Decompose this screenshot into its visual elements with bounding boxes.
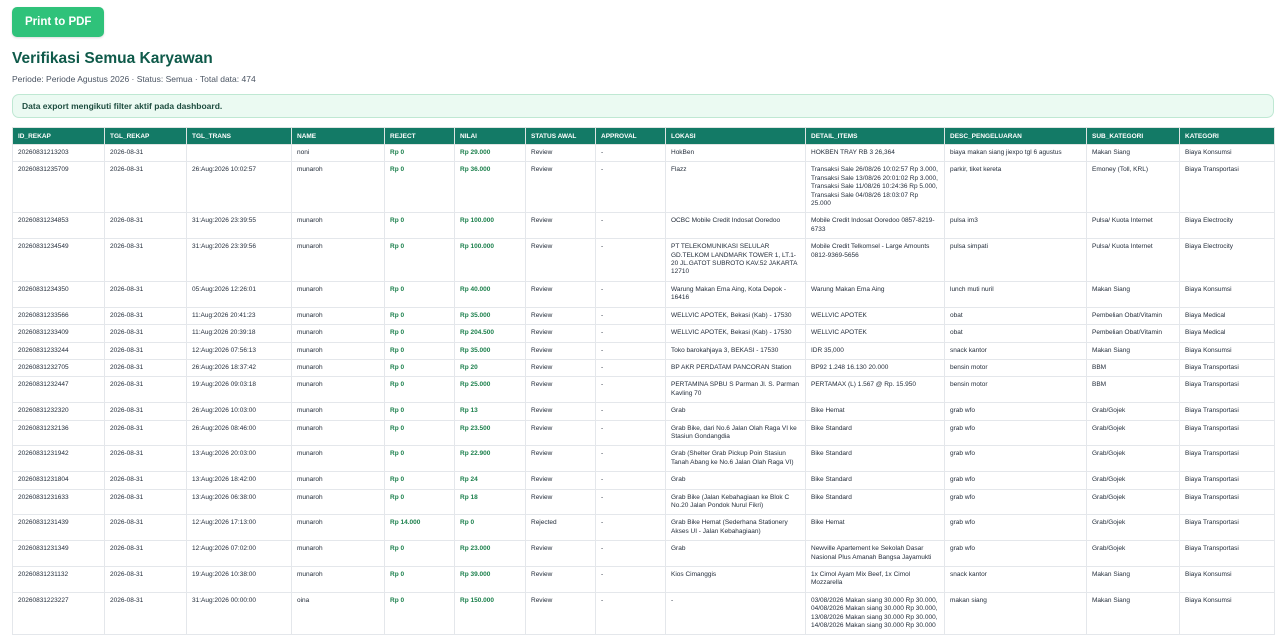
table-row [13,325,1275,342]
cell-name: munaroh [292,420,385,446]
cell-reject: Rp 0 [385,420,455,446]
cell-reject: Rp 0 [385,281,455,307]
cell-kategori: Biaya Transportasi [1180,541,1275,567]
cell-nilai: Rp 100.000 [455,213,526,239]
table-body [13,145,1275,635]
cell-name: munaroh [292,162,385,213]
cell-tgl-trans: 31:Aug:2026 00:00:00 [187,592,292,635]
column-header-kategori: KATEGORI [1180,128,1275,145]
cell-tgl-trans: 11:Aug:2026 20:39:18 [187,325,292,342]
cell-lokasi: WELLVIC APOTEK, Bekasi (Kab) - 17530 [666,325,806,342]
cell-kategori: Biaya Konsumsi [1180,592,1275,635]
cell-name: munaroh [292,567,385,593]
cell-status-awal: Review [526,420,596,446]
table-row [13,567,1275,593]
cell-status-awal: Review [526,162,596,213]
cell-desc-pengeluaran: pulsa simpati [945,239,1087,282]
cell-desc-pengeluaran: grab wfo [945,446,1087,472]
cell-kategori: Biaya Konsumsi [1180,567,1275,593]
cell-sub-kategori: Makan Siang [1087,281,1180,307]
cell-approval: - [596,307,666,324]
cell-kategori: Biaya Konsumsi [1180,281,1275,307]
cell-name: munaroh [292,281,385,307]
table-header-row [13,128,1275,145]
cell-detail-items: Mobile Credit Telkomsel - Large Amounts 0812-9369-5656 [806,239,945,282]
cell-detail-items: Bike Standard [806,420,945,446]
cell-nilai: Rp 40.000 [455,281,526,307]
cell-name: munaroh [292,377,385,403]
cell-lokasi: Toko barokahjaya 3, BEKASI - 17530 [666,342,806,359]
cell-reject: Rp 0 [385,472,455,489]
cell-approval: - [596,145,666,162]
cell-desc-pengeluaran: bensin motor [945,359,1087,376]
cell-sub-kategori: Grab/Gojek [1087,420,1180,446]
cell-reject: Rp 0 [385,359,455,376]
cell-status-awal: Review [526,567,596,593]
cell-name: munaroh [292,472,385,489]
cell-approval: - [596,472,666,489]
cell-lokasi: Grab (Shelter Grab Pickup Poin Stasiun Tanah Abang ke No.6 Jalan Olah Raga VI) [666,446,806,472]
cell-lokasi: PT TELEKOMUNIKASI SELULAR GD.TELKOM LANDMARK TOWER 1, LT.1-20 JL.GATOT SUBROTO KAV.52 JAKARTA 12710 [666,239,806,282]
cell-detail-items: 1x Cimol Ayam Mix Beef, 1x Cimol Mozzarella [806,567,945,593]
table-row [13,307,1275,324]
cell-kategori: Biaya Konsumsi [1180,342,1275,359]
cell-detail-items: BP92 1.248 16.130 20.000 [806,359,945,376]
cell-tgl-trans: 11:Aug:2026 20:41:23 [187,307,292,324]
cell-nilai: Rp 29.000 [455,145,526,162]
cell-tgl-rekap: 2026-08-31 [105,403,187,420]
cell-approval: - [596,377,666,403]
cell-tgl-rekap: 2026-08-31 [105,162,187,213]
print-to-pdf-button[interactable]: Print to PDF [12,7,104,37]
table-row [13,281,1275,307]
cell-desc-pengeluaran: lunch muti nuril [945,281,1087,307]
cell-approval: - [596,342,666,359]
cell-sub-kategori: Pulsa/ Kuota Internet [1087,213,1180,239]
cell-status-awal: Review [526,489,596,515]
cell-nilai: Rp 23.000 [455,541,526,567]
cell-tgl-rekap: 2026-08-31 [105,239,187,282]
cell-tgl-rekap: 2026-08-31 [105,213,187,239]
cell-tgl-rekap: 2026-08-31 [105,342,187,359]
cell-detail-items: HOKBEN TRAY RB 3 26,364 [806,145,945,162]
cell-name: munaroh [292,515,385,541]
cell-reject: Rp 0 [385,592,455,635]
cell-name: oina [292,592,385,635]
cell-tgl-rekap: 2026-08-31 [105,325,187,342]
cell-sub-kategori: Makan Siang [1087,567,1180,593]
cell-reject: Rp 0 [385,213,455,239]
cell-lokasi: BP AKR PERDATAM PANCORAN Station [666,359,806,376]
cell-id-rekap: 20260831232705 [13,359,105,376]
column-header-reject: REJECT [385,128,455,145]
cell-reject: Rp 0 [385,541,455,567]
cell-name: munaroh [292,541,385,567]
cell-lokasi: Grab Bike, dari No.6 Jalan Olah Raga VI ke Stasiun Gondangdia [666,420,806,446]
cell-nilai: Rp 39.000 [455,567,526,593]
cell-nilai: Rp 100.000 [455,239,526,282]
cell-desc-pengeluaran: grab wfo [945,489,1087,515]
cell-desc-pengeluaran: grab wfo [945,515,1087,541]
cell-tgl-rekap: 2026-08-31 [105,377,187,403]
cell-desc-pengeluaran: grab wfo [945,541,1087,567]
table-row [13,515,1275,541]
cell-reject: Rp 14.000 [385,515,455,541]
column-header-detail-items: DETAIL_ITEMS [806,128,945,145]
cell-id-rekap: 20260831233566 [13,307,105,324]
cell-reject: Rp 0 [385,145,455,162]
cell-nilai: Rp 35.000 [455,307,526,324]
cell-tgl-trans: 19:Aug:2026 10:38:00 [187,567,292,593]
cell-reject: Rp 0 [385,162,455,213]
cell-id-rekap: 20260831231942 [13,446,105,472]
cell-status-awal: Review [526,377,596,403]
cell-sub-kategori: Grab/Gojek [1087,515,1180,541]
cell-lokasi: - [666,592,806,635]
cell-name: noni [292,145,385,162]
cell-lokasi: Flazz [666,162,806,213]
cell-detail-items: Warung Makan Ema Aing [806,281,945,307]
cell-tgl-rekap: 2026-08-31 [105,541,187,567]
cell-kategori: Biaya Transportasi [1180,377,1275,403]
cell-approval: - [596,359,666,376]
cell-id-rekap: 20260831231439 [13,515,105,541]
cell-id-rekap: 20260831233244 [13,342,105,359]
table-row [13,403,1275,420]
cell-desc-pengeluaran: parkir, tiket kereta [945,162,1087,213]
cell-approval: - [596,325,666,342]
cell-tgl-rekap: 2026-08-31 [105,420,187,446]
cell-lokasi: Grab [666,403,806,420]
column-header-nilai: NILAI [455,128,526,145]
cell-id-rekap: 20260831231349 [13,541,105,567]
cell-detail-items: Mobile Credit Indosat Ooredoo 0857-8219-6733 [806,213,945,239]
column-header-lokasi: LOKASI [666,128,806,145]
table-row [13,145,1275,162]
cell-name: munaroh [292,359,385,376]
verification-table [12,127,1275,635]
table-row [13,213,1275,239]
cell-id-rekap: 20260831233409 [13,325,105,342]
cell-kategori: Biaya Transportasi [1180,359,1275,376]
cell-nilai: Rp 18 [455,489,526,515]
cell-kategori: Biaya Medical [1180,307,1275,324]
cell-name: munaroh [292,342,385,359]
cell-desc-pengeluaran: biaya makan siang jiexpo tgl 6 agustus [945,145,1087,162]
cell-reject: Rp 0 [385,403,455,420]
cell-name: munaroh [292,325,385,342]
cell-kategori: Biaya Transportasi [1180,162,1275,213]
cell-approval: - [596,213,666,239]
cell-tgl-trans: 26:Aug:2026 18:37:42 [187,359,292,376]
cell-sub-kategori: Grab/Gojek [1087,446,1180,472]
cell-detail-items: Bike Standard [806,489,945,515]
cell-name: munaroh [292,213,385,239]
cell-lokasi: Grab [666,472,806,489]
cell-tgl-rekap: 2026-08-31 [105,515,187,541]
cell-lokasi: Grab [666,541,806,567]
cell-tgl-rekap: 2026-08-31 [105,446,187,472]
cell-lokasi: PERTAMINA SPBU S Parman Jl. S. Parman Kavling 70 [666,377,806,403]
cell-approval: - [596,446,666,472]
page-title: Verifikasi Semua Karyawan [12,50,213,67]
cell-approval: - [596,515,666,541]
cell-sub-kategori: Grab/Gojek [1087,489,1180,515]
cell-approval: - [596,281,666,307]
cell-approval: - [596,592,666,635]
cell-id-rekap: 20260831232136 [13,420,105,446]
cell-approval: - [596,541,666,567]
cell-desc-pengeluaran: snack kantor [945,342,1087,359]
cell-tgl-trans: 12:Aug:2026 07:56:13 [187,342,292,359]
cell-nilai: Rp 24 [455,472,526,489]
cell-sub-kategori: BBM [1087,359,1180,376]
cell-sub-kategori: Grab/Gojek [1087,472,1180,489]
cell-tgl-rekap: 2026-08-31 [105,472,187,489]
cell-sub-kategori: Pembelian Obat/Vitamin [1087,325,1180,342]
cell-nilai: Rp 150.000 [455,592,526,635]
cell-reject: Rp 0 [385,325,455,342]
cell-reject: Rp 0 [385,342,455,359]
cell-id-rekap: 20260831231633 [13,489,105,515]
cell-id-rekap: 20260831234853 [13,213,105,239]
cell-status-awal: Review [526,213,596,239]
cell-kategori: Biaya Transportasi [1180,446,1275,472]
cell-tgl-trans: 13:Aug:2026 06:38:00 [187,489,292,515]
cell-status-awal: Review [526,359,596,376]
cell-tgl-trans: 12:Aug:2026 17:13:00 [187,515,292,541]
table-row [13,489,1275,515]
cell-detail-items: PERTAMAX (L) 1.567 @ Rp. 15.950 [806,377,945,403]
cell-tgl-trans: 31:Aug:2026 23:39:56 [187,239,292,282]
column-header-tgl-trans: TGL_TRANS [187,128,292,145]
cell-lokasi: Warung Makan Ema Aing, Kota Depok - 16416 [666,281,806,307]
cell-sub-kategori: Grab/Gojek [1087,541,1180,567]
cell-tgl-trans: 13:Aug:2026 18:42:00 [187,472,292,489]
cell-kategori: Biaya Transportasi [1180,489,1275,515]
cell-nilai: Rp 35.000 [455,342,526,359]
cell-nilai: Rp 13 [455,403,526,420]
cell-kategori: Biaya Transportasi [1180,472,1275,489]
cell-tgl-trans: 13:Aug:2026 20:03:00 [187,446,292,472]
cell-name: munaroh [292,446,385,472]
cell-sub-kategori: Pembelian Obat/Vitamin [1087,307,1180,324]
cell-status-awal: Review [526,307,596,324]
cell-desc-pengeluaran: pulsa im3 [945,213,1087,239]
cell-desc-pengeluaran: grab wfo [945,403,1087,420]
cell-name: munaroh [292,403,385,420]
cell-name: munaroh [292,489,385,515]
cell-id-rekap: 20260831235709 [13,162,105,213]
cell-nilai: Rp 23.500 [455,420,526,446]
cell-approval: - [596,403,666,420]
cell-detail-items: Bike Standard [806,472,945,489]
cell-tgl-rekap: 2026-08-31 [105,281,187,307]
cell-approval: - [596,239,666,282]
cell-tgl-rekap: 2026-08-31 [105,145,187,162]
cell-tgl-trans: 31:Aug:2026 23:39:55 [187,213,292,239]
column-header-sub-kategori: SUB_KATEGORI [1087,128,1180,145]
cell-nilai: Rp 0 [455,515,526,541]
cell-id-rekap: 20260831231804 [13,472,105,489]
cell-name: munaroh [292,307,385,324]
cell-desc-pengeluaran: obat [945,325,1087,342]
cell-kategori: Biaya Electrocity [1180,239,1275,282]
cell-status-awal: Review [526,145,596,162]
column-header-name: NAME [292,128,385,145]
cell-kategori: Biaya Konsumsi [1180,145,1275,162]
cell-status-awal: Review [526,446,596,472]
cell-desc-pengeluaran: makan siang [945,592,1087,635]
column-header-status-awal: STATUS AWAL [526,128,596,145]
cell-id-rekap: 20260831213203 [13,145,105,162]
cell-sub-kategori: Pulsa/ Kuota Internet [1087,239,1180,282]
cell-status-awal: Review [526,342,596,359]
cell-tgl-trans [187,145,292,162]
cell-tgl-rekap: 2026-08-31 [105,567,187,593]
cell-kategori: Biaya Transportasi [1180,403,1275,420]
cell-lokasi: HokBen [666,145,806,162]
cell-approval: - [596,420,666,446]
cell-lokasi: Grab Bike Hemat (Sederhana Stationery Akses UI - Jalan Kebahagiaan) [666,515,806,541]
table-row [13,472,1275,489]
cell-sub-kategori: BBM [1087,377,1180,403]
cell-reject: Rp 0 [385,489,455,515]
cell-sub-kategori: Makan Siang [1087,342,1180,359]
cell-id-rekap: 20260831234549 [13,239,105,282]
table-row [13,239,1275,282]
cell-desc-pengeluaran: snack kantor [945,567,1087,593]
cell-status-awal: Review [526,541,596,567]
cell-desc-pengeluaran: grab wfo [945,472,1087,489]
cell-detail-items: Newville Apartement ke Sekolah Dasar Nasional Plus Amanah Bangsa Jayamukti [806,541,945,567]
cell-sub-kategori: Emoney (Toll, KRL) [1087,162,1180,213]
table-row [13,541,1275,567]
cell-reject: Rp 0 [385,567,455,593]
column-header-approval: APPROVAL [596,128,666,145]
cell-detail-items: 03/08/2026 Makan siang 30.000 Rp 30.000, 04/08/2026 Makan siang 30.000 Rp 30.000, 13/08/2026 Makan siang 30.000 Rp 30.000, 14/08/2026 Makan siang 30.000 Rp 30.000 [806,592,945,635]
cell-kategori: Biaya Transportasi [1180,420,1275,446]
cell-id-rekap: 20260831232320 [13,403,105,420]
cell-detail-items: Transaksi Sale 26/08/26 10:02:57 Rp 3.000, Transaksi Sale 13/08/26 20:01:02 Rp 3.000, Transaksi Sale 11/08/26 10:24:36 Rp 5.000, Transaksi Sale 04/08/26 18:03:07 Rp 25.000 [806,162,945,213]
cell-tgl-trans: 26:Aug:2026 10:02:57 [187,162,292,213]
cell-tgl-trans: 26:Aug:2026 08:46:00 [187,420,292,446]
cell-nilai: Rp 25.000 [455,377,526,403]
cell-tgl-rekap: 2026-08-31 [105,359,187,376]
cell-status-awal: Review [526,592,596,635]
report-subtitle: Periode: Periode Agustus 2026 · Status: Semua · Total data: 474 [12,74,256,84]
cell-reject: Rp 0 [385,239,455,282]
column-header-desc-pengeluaran: DESC_PENGELUARAN [945,128,1087,145]
cell-id-rekap: 20260831234350 [13,281,105,307]
cell-lokasi: WELLVIC APOTEK, Bekasi (Kab) - 17530 [666,307,806,324]
cell-desc-pengeluaran: obat [945,307,1087,324]
cell-nilai: Rp 204.500 [455,325,526,342]
cell-lokasi: Kios Cimanggis [666,567,806,593]
cell-detail-items: WELLVIC APOTEK [806,307,945,324]
cell-approval: - [596,162,666,213]
cell-name: munaroh [292,239,385,282]
cell-tgl-rekap: 2026-08-31 [105,307,187,324]
cell-reject: Rp 0 [385,377,455,403]
cell-detail-items: WELLVIC APOTEK [806,325,945,342]
cell-lokasi: Grab Bike (Jalan Kebahagiaan ke Blok C No.20 Jalan Pondok Nurul Fikri) [666,489,806,515]
cell-desc-pengeluaran: grab wfo [945,420,1087,446]
column-header-id-rekap: ID_REKAP [13,128,105,145]
cell-reject: Rp 0 [385,307,455,324]
cell-id-rekap: 20260831232447 [13,377,105,403]
cell-detail-items: Bike Hemat [806,515,945,541]
filter-notice: Data export mengikuti filter aktif pada dashboard. [12,94,1274,118]
cell-status-awal: Review [526,325,596,342]
cell-tgl-trans: 26:Aug:2026 10:03:00 [187,403,292,420]
cell-status-awal: Rejected [526,515,596,541]
cell-kategori: Biaya Medical [1180,325,1275,342]
column-header-tgl-rekap: TGL_REKAP [105,128,187,145]
cell-nilai: Rp 20 [455,359,526,376]
cell-approval: - [596,567,666,593]
table-row [13,446,1275,472]
cell-reject: Rp 0 [385,446,455,472]
cell-tgl-rekap: 2026-08-31 [105,592,187,635]
cell-lokasi: OCBC Mobile Credit Indosat Ooredoo [666,213,806,239]
cell-kategori: Biaya Electrocity [1180,213,1275,239]
cell-id-rekap: 20260831231132 [13,567,105,593]
cell-id-rekap: 20260831223227 [13,592,105,635]
cell-approval: - [596,489,666,515]
cell-sub-kategori: Grab/Gojek [1087,403,1180,420]
cell-nilai: Rp 22.900 [455,446,526,472]
cell-tgl-rekap: 2026-08-31 [105,489,187,515]
table-row [13,359,1275,376]
cell-kategori: Biaya Transportasi [1180,515,1275,541]
cell-detail-items: IDR 35,000 [806,342,945,359]
cell-desc-pengeluaran: bensin motor [945,377,1087,403]
cell-tgl-trans: 05:Aug:2026 12:26:01 [187,281,292,307]
table-row [13,342,1275,359]
cell-sub-kategori: Makan Siang [1087,145,1180,162]
cell-detail-items: Bike Hemat [806,403,945,420]
cell-status-awal: Review [526,403,596,420]
cell-detail-items: Bike Standard [806,446,945,472]
cell-status-awal: Review [526,472,596,489]
cell-status-awal: Review [526,239,596,282]
table-row [13,420,1275,446]
cell-sub-kategori: Makan Siang [1087,592,1180,635]
cell-status-awal: Review [526,281,596,307]
table-row [13,377,1275,403]
cell-nilai: Rp 36.000 [455,162,526,213]
cell-tgl-trans: 19:Aug:2026 09:03:18 [187,377,292,403]
cell-tgl-trans: 12:Aug:2026 07:02:00 [187,541,292,567]
table-row [13,162,1275,213]
